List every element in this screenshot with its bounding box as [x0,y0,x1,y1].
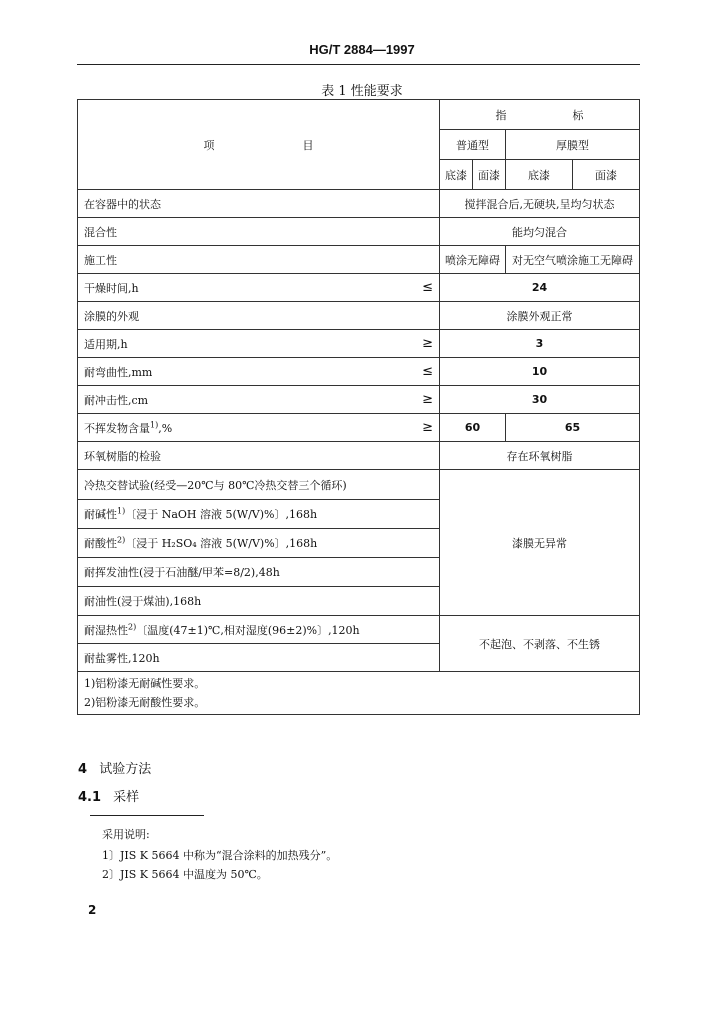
row-value: 搅拌混合后,无硬块,呈均匀状态 [440,190,640,218]
row-item: 耐碱性$^{1)}$〔浸于 NaOH 溶液 5(W/V)%〕,168h [78,500,440,529]
row-value: 30 [440,386,640,414]
row-value-normal: 60 [440,414,506,442]
row-value: 涂膜外观正常 [440,302,640,330]
thick-primer-header: 底漆 [506,160,573,190]
row-item: 耐油性(浸于煤油),168h [78,587,440,616]
table-row [78,358,640,386]
row-item: 耐湿热性$^{2)}$〔温度(47±1)℃,相对湿度(96±2)%〕,120h [78,616,440,644]
thick-topcoat-header: 面漆 [573,160,640,190]
notes-title: 采用说明: [102,828,150,841]
table-row [78,470,640,500]
comparison-operator: ≤ [422,280,433,295]
section-heading-4-1: 4.1 采样 [78,790,140,805]
row-item: 涂膜的外观 [78,302,440,330]
table-header-row [78,100,640,130]
standard-code-header: HG/T 2884—1997 [309,42,415,57]
row-item: 混合性 [78,218,440,246]
row-value: 10 [440,358,640,386]
index-header-cell [440,100,640,130]
table-title: 表 1 性能要求 [321,84,403,99]
group-value-no-abnormality: 漆膜无异常 [440,470,640,616]
row-item: 耐弯曲性,mm ≤ [78,358,440,386]
row-item: 适用期,h ≥ [78,330,440,358]
footnote-row [78,672,640,715]
comparison-operator: ≥ [422,392,433,407]
row-item: 在容器中的状态 [78,190,440,218]
table-row [78,616,640,644]
row-item: 耐盐雾性,120h [78,644,440,672]
table-row [78,414,640,442]
row-item: 冷热交替试验(经受—20℃与 80℃冷热交替三个循环) [78,470,440,500]
row-value: 能均匀混合 [440,218,640,246]
note-line: 2〕JIS K 5664 中温度为 50℃。 [102,868,268,881]
note-line: 1〕JIS K 5664 中称为“混合涂料的加热残分”。 [102,849,338,862]
table-row [78,302,640,330]
table-row [78,274,640,302]
row-value: 24 [440,274,640,302]
row-item: 耐酸性$^{2)}$〔浸于 H₂SO₄ 溶液 5(W/V)%〕,168h [78,529,440,558]
page-number: 2 [88,903,97,917]
row-item: 施工性 [78,246,440,274]
header-divider [77,64,640,65]
notes-divider [90,815,204,816]
table-row [78,218,640,246]
footnote: 2)铝粉漆无耐酸性要求。 [84,696,206,709]
item-header-cell [78,100,440,190]
table-row [78,330,640,358]
row-item: 干燥时间,h ≤ [78,274,440,302]
index-header: 指 标 [495,108,584,122]
item-header: 项 目 [203,138,314,152]
group-value-no-blister: 不起泡、不剥落、不生锈 [440,616,640,672]
comparison-operator: ≤ [422,364,433,379]
comparison-operator: ≥ [422,336,433,351]
performance-requirements-table [77,99,640,715]
comparison-operator: ≥ [422,420,433,435]
row-item: 耐挥发油性(浸于石油醚/甲苯=8/2),48h [78,558,440,587]
normal-primer-header: 底漆 [440,160,473,190]
section-heading-4: 4 试验方法 [78,762,152,777]
table-row [78,386,640,414]
table-row [78,442,640,470]
footnote: 1)铝粉漆无耐碱性要求。 [84,677,206,690]
type-normal-header: 普通型 [440,130,506,160]
table-row [78,190,640,218]
row-item: 环氧树脂的检验 [78,442,440,470]
row-value-thick: 65 [506,414,640,442]
type-thick-header: 厚膜型 [506,130,640,160]
footnote-cell [78,672,640,715]
row-value-normal: 喷涂无障碍 [440,246,506,274]
row-item: 不挥发物含量$^{1)}$,% ≥ [78,414,440,442]
row-value: 3 [440,330,640,358]
row-value-thick: 对无空气喷涂施工无障碍 [506,246,640,274]
row-item: 耐冲击性,cm ≥ [78,386,440,414]
normal-topcoat-header: 面漆 [473,160,506,190]
table-row [78,246,640,274]
row-value: 存在环氧树脂 [440,442,640,470]
